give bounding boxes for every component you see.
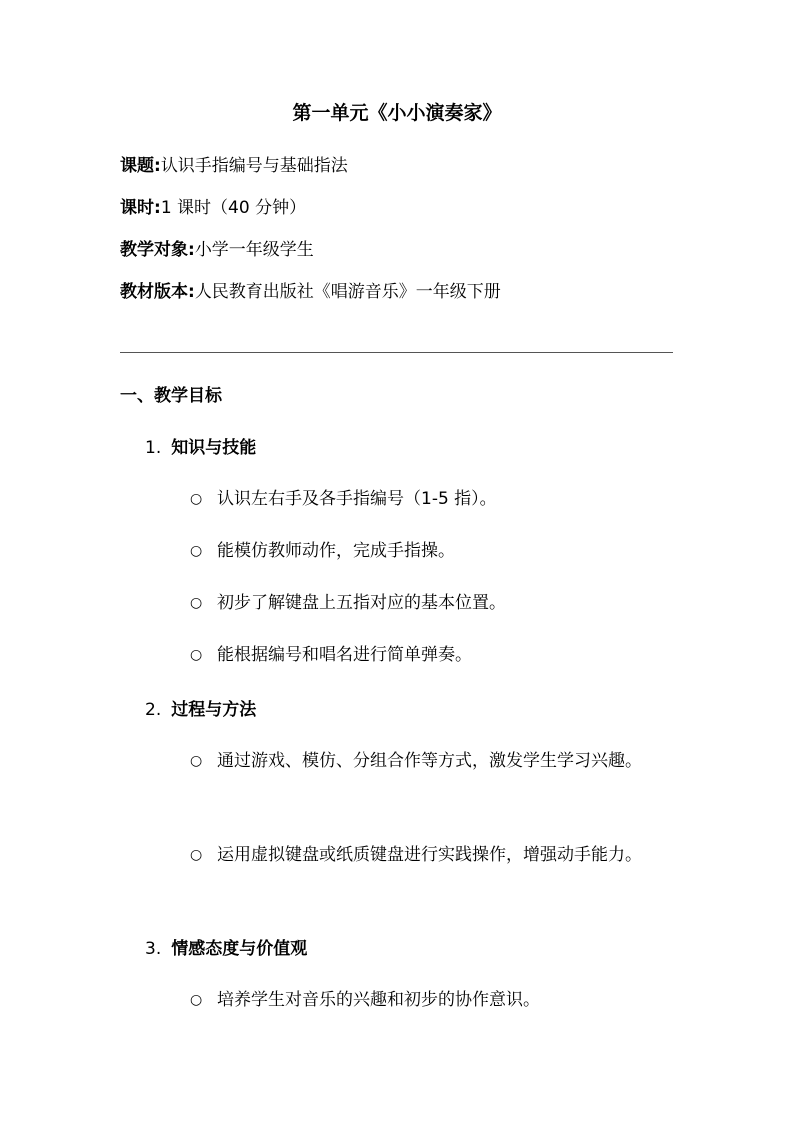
meta-duration-key: 课时: (120, 198, 161, 218)
list-item-text: 初步了解键盘上五指对应的基本位置。 (217, 593, 506, 613)
list-item-text: 认识左右手及各手指编号（1-5 指）。 (217, 489, 497, 509)
list-item-text: 能模仿教师动作，完成手指操。 (217, 541, 455, 561)
meta-topic (120, 153, 348, 179)
circle-bullet-icon: ○ (190, 543, 203, 559)
meta-topic-key: 课题: (120, 156, 161, 176)
subheading-attitudes-values (145, 936, 307, 962)
circle-bullet-icon: ○ (190, 595, 203, 611)
meta-audience-key: 教学对象: (120, 240, 195, 260)
list-number: 2. (145, 700, 162, 720)
circle-bullet-icon: ○ (190, 647, 203, 663)
meta-duration (120, 195, 306, 221)
meta-audience (120, 237, 314, 263)
meta-textbook-key: 教材版本: (120, 282, 195, 302)
circle-bullet-icon: ○ (190, 847, 203, 863)
circle-bullet-icon: ○ (190, 491, 203, 507)
horizontal-divider (120, 352, 673, 353)
subheading-knowledge-skills (145, 435, 256, 461)
meta-topic-value: 认识手指编号与基础指法 (160, 156, 348, 176)
circle-bullet-icon: ○ (190, 992, 203, 1008)
subheading-label: 知识与技能 (171, 438, 257, 458)
list-number: 1. (145, 438, 162, 458)
meta-audience-value: 小学一年级学生 (194, 240, 314, 260)
circle-bullet-icon: ○ (190, 753, 203, 769)
list-item-text: 运用虚拟键盘或纸质键盘进行实践操作，增强动手能力。 (217, 845, 642, 865)
list-number: 3. (145, 939, 162, 959)
subheading-label: 情感态度与价值观 (171, 939, 308, 959)
document-title: 第一单元《小小演奏家》 (292, 102, 502, 124)
meta-textbook (120, 279, 501, 305)
list-item-text: 通过游戏、模仿、分组合作等方式，激发学生学习兴趣。 (217, 751, 642, 771)
subheading-process-methods (145, 697, 256, 723)
subheading-label: 过程与方法 (171, 700, 257, 720)
list-item-text: 培养学生对音乐的兴趣和初步的协作意识。 (217, 990, 540, 1010)
section-heading-objectives: 一、教学目标 (120, 386, 222, 406)
list-item-text: 能根据编号和唱名进行简单弹奏。 (217, 645, 472, 665)
meta-duration-value: 1 课时（40 分钟） (160, 198, 307, 218)
meta-textbook-value: 人民教育出版社《唱游音乐》一年级下册 (194, 282, 501, 302)
